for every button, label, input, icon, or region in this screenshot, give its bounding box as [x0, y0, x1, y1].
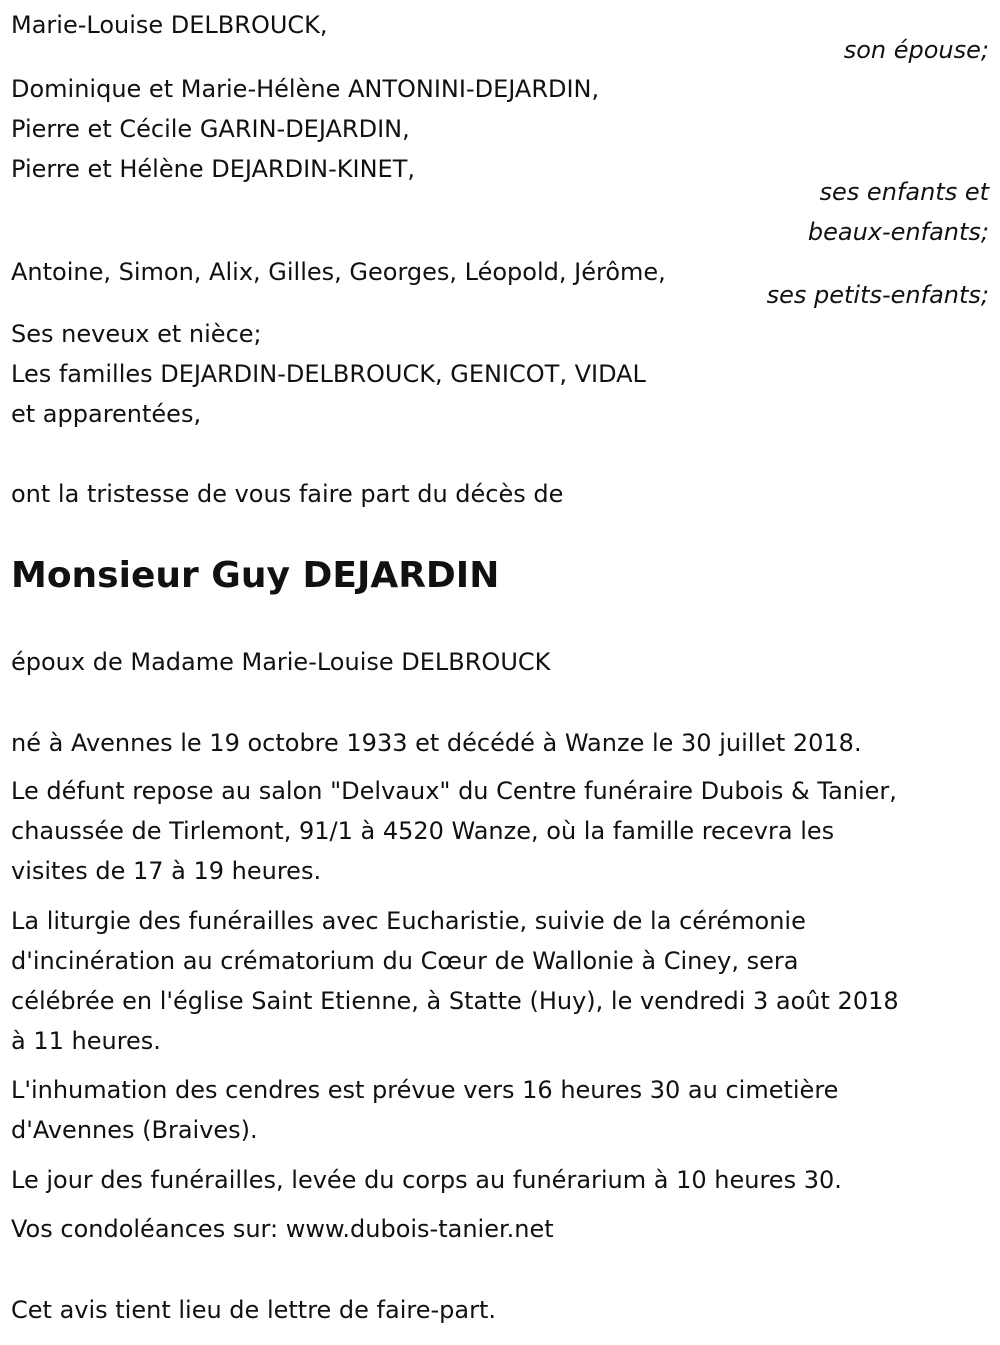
announcement-text: ont la tristesse de vous faire part du décès de	[11, 480, 564, 508]
repose-line-2: chaussée de Tirlemont, 91/1 à 4520 Wanze, où la famille recevra les	[11, 817, 835, 845]
children-role-line-2: beaux-enfants;	[807, 218, 989, 246]
liturgy-line-3: célébrée en l'église Saint Etienne, à Statte (Huy), le vendredi 3 août 2018	[11, 987, 899, 1015]
liturgy-line-1: La liturgie des funérailles avec Eucharistie, suivie de la cérémonie	[11, 907, 806, 935]
repose-line-1: Le défunt repose au salon "Delvaux" du Centre funéraire Dubois & Tanier,	[11, 777, 897, 805]
grandchildren-role: ses petits-enfants;	[766, 281, 989, 309]
children-role-line-1: ses enfants et	[819, 178, 989, 206]
birth-death-text: né à Avennes le 19 octobre 1933 et décédé à Wanze le 30 juillet 2018.	[11, 729, 862, 757]
burial-line-2: d'Avennes (Braives).	[11, 1116, 258, 1144]
deceased-name: Monsieur Guy DEJARDIN	[11, 555, 500, 596]
repose-line-3: visites de 17 à 19 heures.	[11, 857, 322, 885]
children-line-3: Pierre et Hélène DEJARDIN-KINET,	[11, 155, 416, 183]
grandchildren-names: Antoine, Simon, Alix, Gilles, Georges, Léopold, Jérôme,	[11, 258, 666, 286]
spouse-role: son épouse;	[843, 36, 989, 64]
children-line-1: Dominique et Marie-Hélène ANTONINI-DEJARDIN,	[11, 75, 600, 103]
condolences-text: Vos condoléances sur: www.dubois-tanier.net	[11, 1215, 554, 1243]
relatives-line-3: et apparentées,	[11, 400, 202, 428]
spouse-of-text: époux de Madame Marie-Louise DELBROUCK	[11, 648, 551, 676]
children-line-2: Pierre et Cécile GARIN-DEJARDIN,	[11, 115, 410, 143]
liturgy-line-4: à 11 heures.	[11, 1027, 161, 1055]
closing-text: Cet avis tient lieu de lettre de faire-part.	[11, 1296, 496, 1324]
relatives-line-1: Ses neveux et nièce;	[11, 320, 262, 348]
spouse-name: Marie-Louise DELBROUCK,	[11, 11, 328, 39]
relatives-line-2: Les familles DEJARDIN-DELBROUCK, GENICOT, VIDAL	[11, 360, 646, 388]
liturgy-line-2: d'incinération au crématorium du Cœur de Wallonie à Ciney, sera	[11, 947, 799, 975]
departure-text: Le jour des funérailles, levée du corps au funérarium à 10 heures 30.	[11, 1166, 842, 1194]
burial-line-1: L'inhumation des cendres est prévue vers 16 heures 30 au cimetière	[11, 1076, 839, 1104]
